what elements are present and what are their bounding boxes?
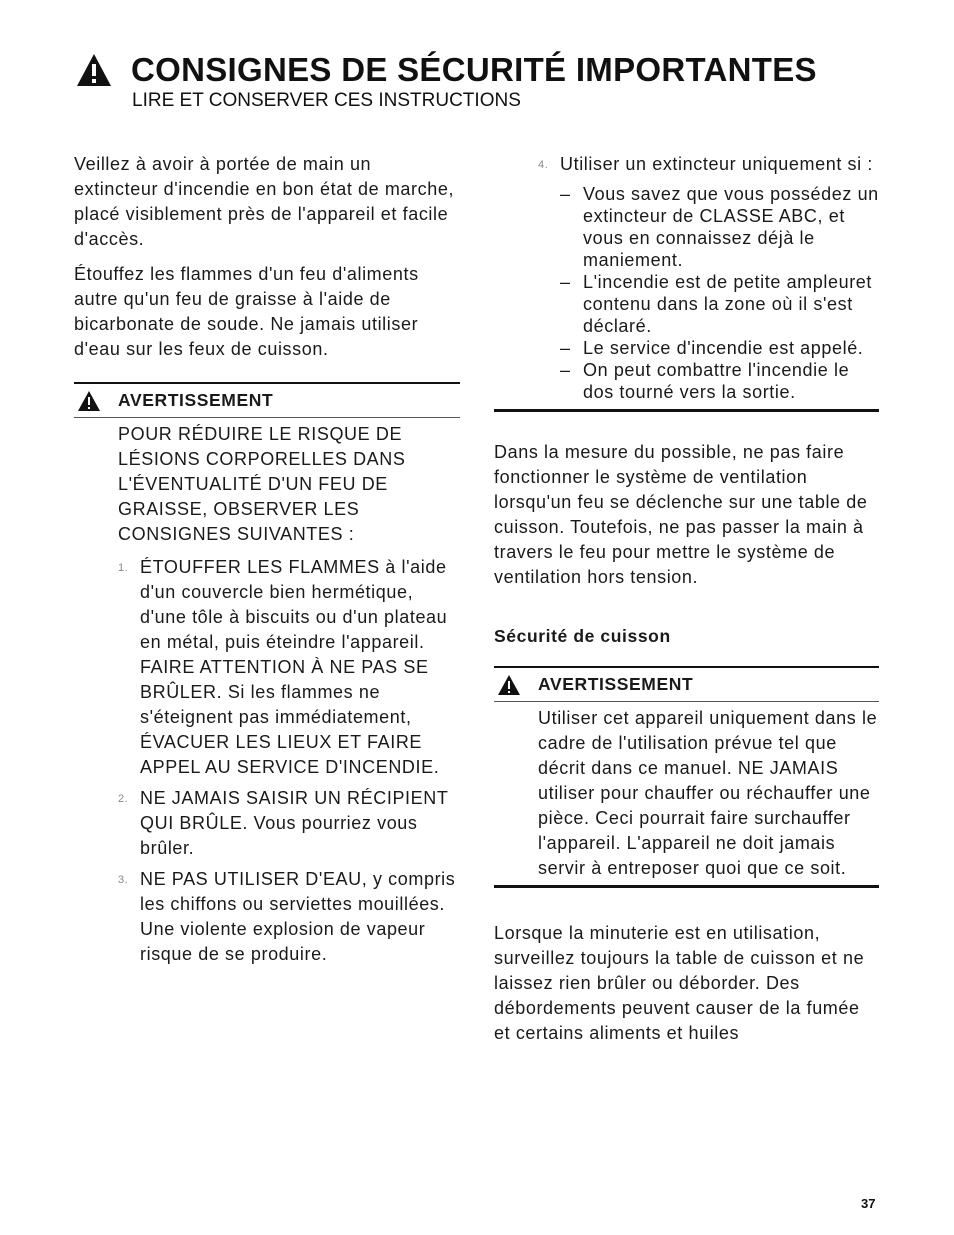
warning-triangle-icon (76, 53, 112, 87)
step-text: ÉTOUFFER LES FLAMMES à l'aide d'un couvercle bien hermétique, d'une tôle à biscuits ou d'un plateau en métal, puis éteindre l'appareil. FAIRE ATTENTION À NE PAS SE BRÛLER. Si les flammes ne s'éteignent pas immédiatement, ÉVACUER LES LIEUX ET FAIRE APPEL AU SERVICE D'INCENDIE. (140, 557, 448, 777)
baking-soda-paragraph: Étouffez les flammes d'un feu d'aliments autre qu'un feu de graisse à l'aide de bicarbonate de soude. Ne jamais utiliser d'eau sur les feux de cuisson. (74, 264, 419, 359)
list-item: – L'incendie est de petite ampleuret contenu dans la zone où il s'est déclaré. (560, 272, 873, 336)
ventilation-paragraph: Dans la mesure du possible, ne pas faire fonctionner le système de ventilation lorsqu'un feu se déclenche sur une table de cuisson. Toutefois, ne pas passer la main à travers le feu pour mettre le système de ventilation hors tension. (494, 442, 868, 587)
condition-text: Vous savez que vous possédez un extincteur de CLASSE ABC, et vous en connaissez déjà le maniement. (583, 184, 879, 270)
warning-triangle-icon (78, 391, 100, 411)
step-text: Utiliser un extincteur uniquement si : (560, 154, 873, 174)
page-subtitle: LIRE ET CONSERVER CES INSTRUCTIONS (132, 90, 521, 111)
extinguisher-paragraph: Veillez à avoir à portée de main un extincteur d'incendie en bon état de marche, placé visiblement près de l'appareil et facile d'accès. (74, 154, 455, 249)
list-item (118, 555, 460, 780)
step-number: 2. (118, 793, 129, 805)
step-text: NE PAS UTILISER D'EAU, y compris les chiffons ou serviettes mouillées. Une violente explosion de vapeur risque de se produire. (140, 869, 456, 964)
page-header (76, 50, 817, 112)
grease-fire-warning (74, 382, 460, 967)
step-text: NE JAMAIS SAISIR UN RÉCIPIENT QUI BRÛLE. Vous pourriez vous brûler. (140, 788, 449, 858)
step-number: 3. (118, 874, 129, 886)
warning-triangle-icon (498, 675, 520, 695)
step-number: 4. (538, 159, 549, 171)
condition-text: L'incendie est de petite ampleuret contenu dans la zone où il s'est déclaré. (583, 272, 873, 336)
conditions-list (494, 183, 879, 403)
right-column (494, 152, 879, 1046)
timer-paragraph: Lorsque la minuterie est en utilisation, surveillez toujours la table de cuisson et ne laissez rien brûler ou déborder. Des débordements peuvent causer de la fumée et certains aliments et huiles (494, 923, 865, 1043)
page-number: 37 (861, 1196, 876, 1211)
list-item: – Le service d'incendie est appelé. (560, 338, 864, 358)
steps-list (118, 555, 460, 967)
list-item: – On peut combattre l'incendie le dos tourné vers la sortie. (560, 360, 850, 402)
list-item (118, 786, 460, 861)
section-title: Sécurité de cuisson (494, 626, 671, 646)
warning-body (494, 702, 879, 881)
condition-text: On peut combattre l'incendie le dos tourné vers la sortie. (583, 360, 850, 402)
warning-header (74, 384, 460, 418)
warning-header (494, 668, 879, 702)
title-row (76, 50, 817, 90)
warning-label: AVERTISSEMENT (538, 674, 694, 694)
warning-label: AVERTISSEMENT (118, 390, 274, 410)
warning-intro: POUR RÉDUIRE LE RISQUE DE LÉSIONS CORPORELLES DANS L'ÉVENTUALITÉ D'UN FEU DE GRAISSE, OBSERVER LES CONSIGNES SUIVANTES : (118, 424, 406, 544)
list-item (118, 867, 460, 967)
left-column (74, 152, 460, 973)
page-title: CONSIGNES DE SÉCURITÉ IMPORTANTES (131, 51, 817, 88)
step-number: 1. (118, 562, 129, 574)
cooking-safety-warning (494, 666, 879, 888)
warning-body (74, 418, 460, 967)
divider (494, 409, 879, 412)
divider (494, 885, 879, 888)
condition-text: Le service d'incendie est appelé. (583, 338, 864, 358)
step-4 (494, 152, 879, 177)
warning-text: Utiliser cet appareil uniquement dans le cadre de l'utilisation prévue tel que décrit dans ce manuel. NE JAMAIS utiliser pour chauffer ou réchauffer une pièce. Ceci pourrait faire surchauffer l'appareil. L'appareil ne doit jamais servir à entreposer quoi que ce soit. (538, 708, 878, 878)
list-item: – Vous savez que vous possédez un extincteur de CLASSE ABC, et vous en connaissez déjà le maniement. (560, 184, 879, 270)
